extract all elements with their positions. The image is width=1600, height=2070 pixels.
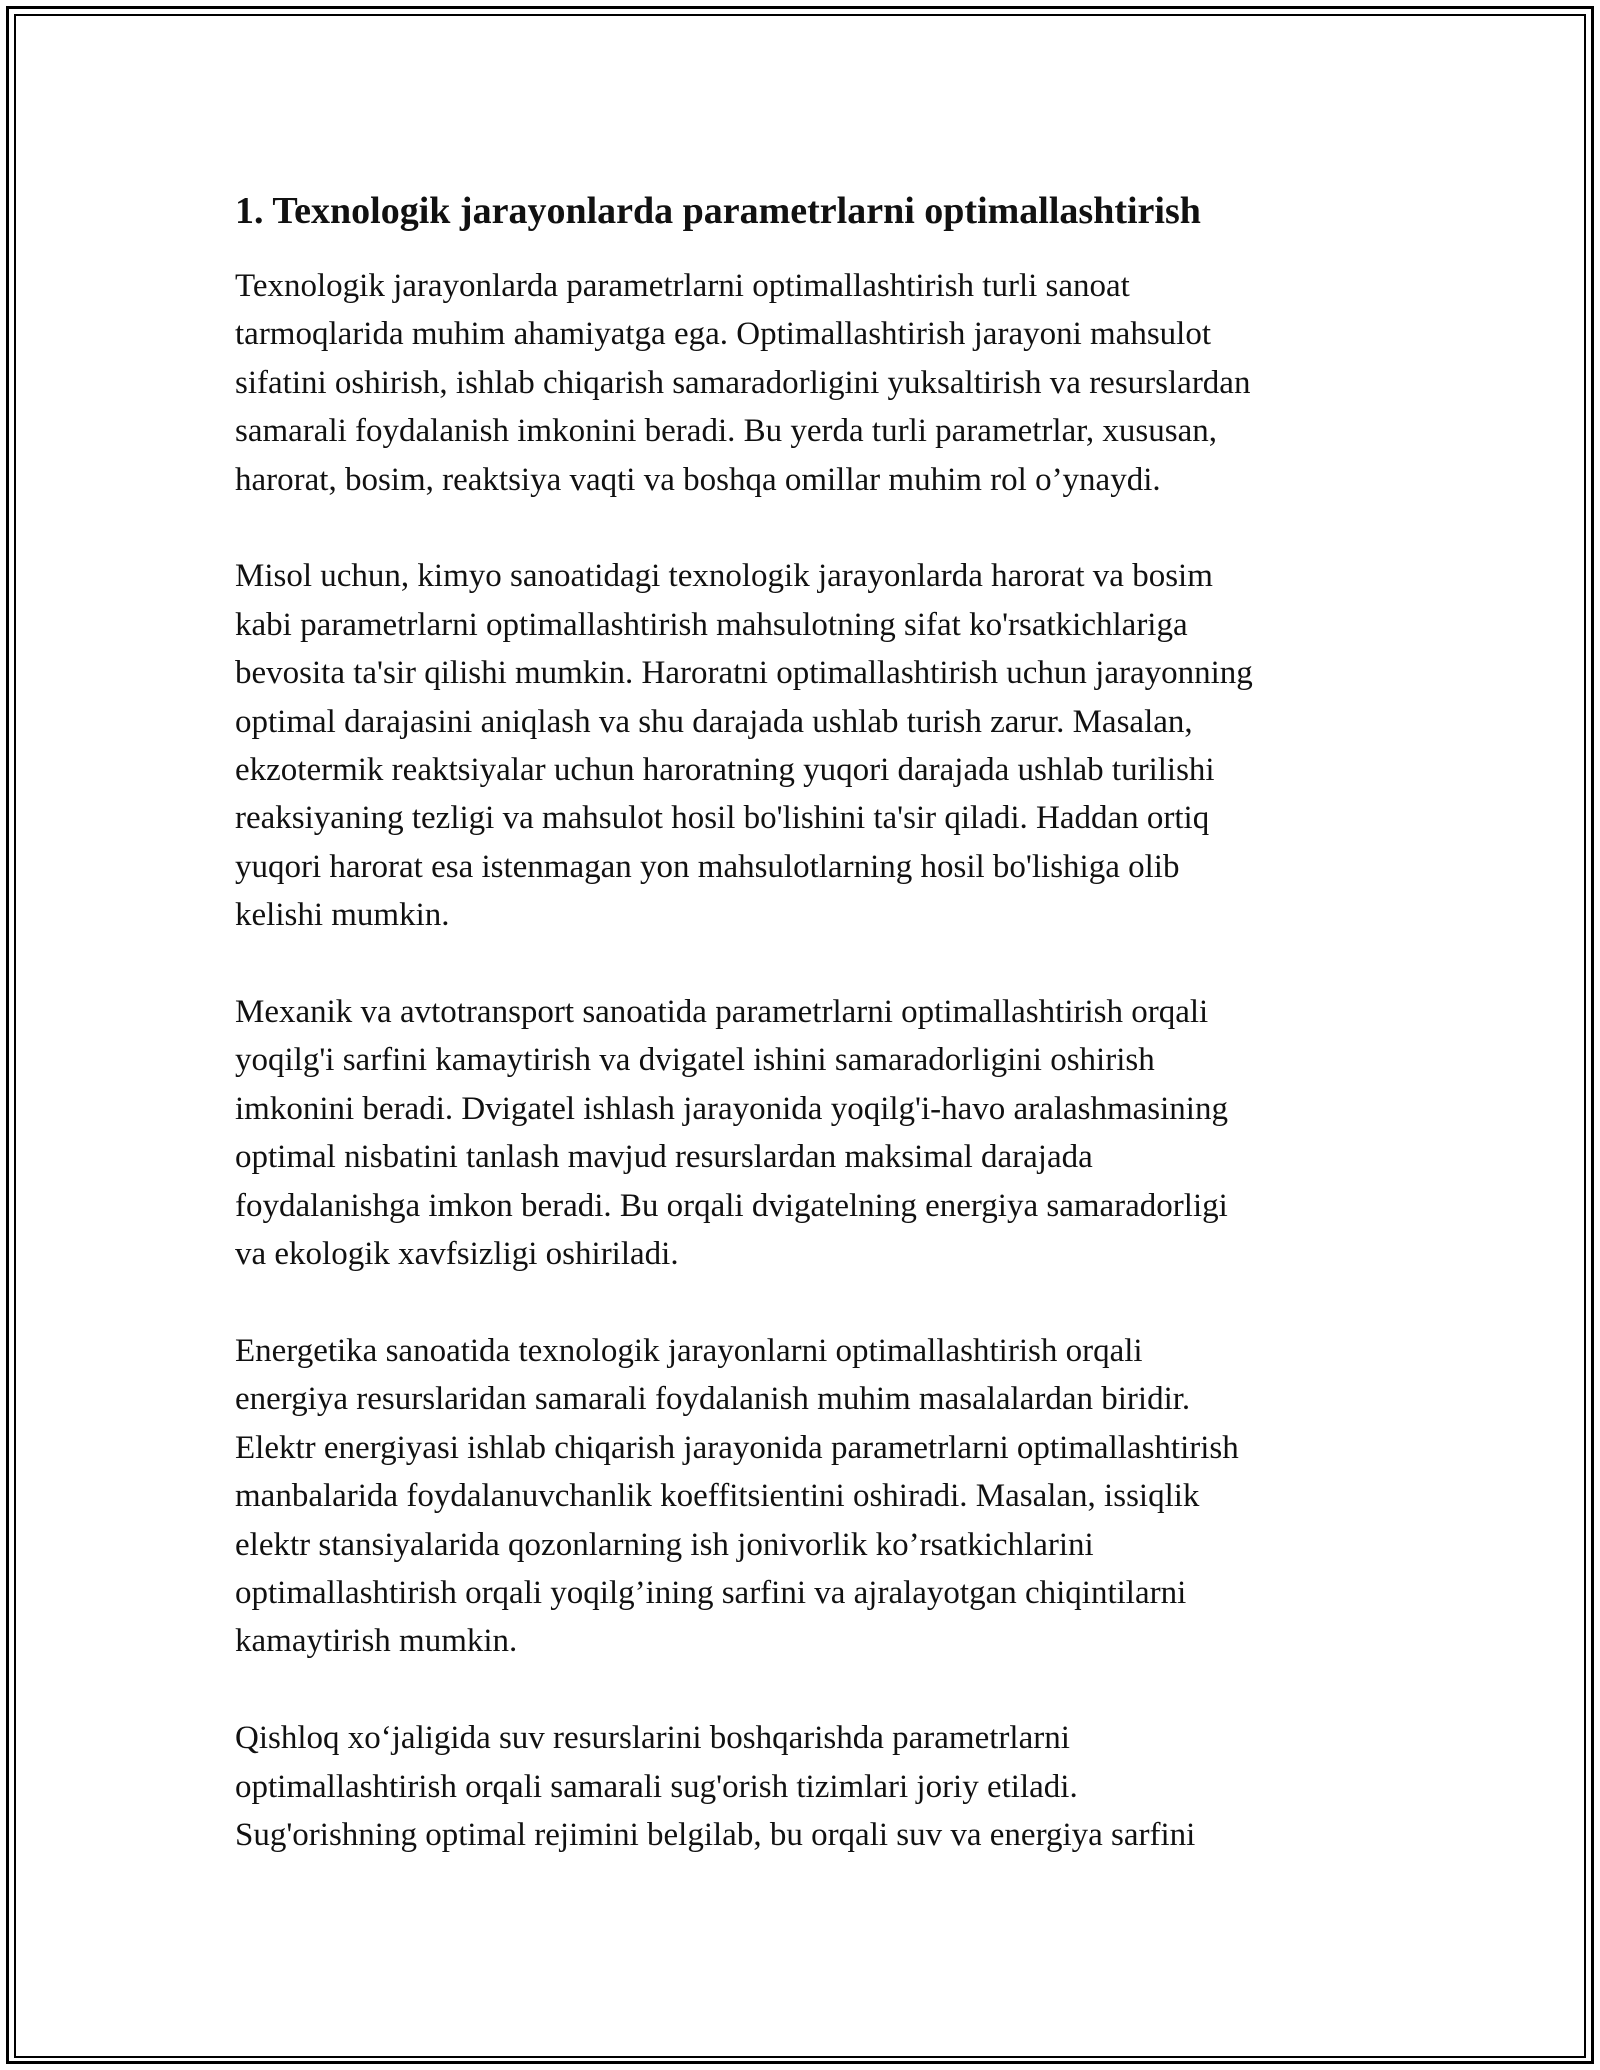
text-line: yoqilg'i sarfini kamaytirish va dvigatel ishini samaradorligini oshirish bbox=[235, 1042, 1155, 1079]
text-line: kelishi mumkin. bbox=[235, 897, 450, 934]
text-line: Sug'orishning optimal rejimini belgilab, bu orqali suv va energiya sarfini bbox=[235, 1816, 1196, 1853]
paragraph-intro bbox=[235, 262, 1375, 504]
text-line: Texnologik jarayonlarda parametrlarni optimallashtirish turli sanoat bbox=[235, 268, 1130, 304]
text-line: manbalarida foydalanuvchanlik koeffitsientini oshiradi. Masalan, issiqlik bbox=[235, 1478, 1200, 1515]
text-line: optimal nisbatini tanlash mavjud resurslardan maksimal darajada bbox=[235, 1139, 1093, 1176]
paragraph-automotive-industry bbox=[235, 988, 1375, 1278]
document-body bbox=[235, 186, 1375, 1908]
paragraph-agriculture bbox=[235, 1714, 1375, 1859]
text-line: Energetika sanoatida texnologik jarayonlarni optimallashtirish orqali bbox=[235, 1332, 1143, 1369]
text-line: Qishloq xo‘jaligida suv resurslarini boshqarishda parametrlarni bbox=[235, 1720, 1070, 1757]
text-line: va ekologik xavfsizligi oshiriladi. bbox=[235, 1236, 679, 1273]
text-line: yuqori harorat esa istenmagan yon mahsulotlarning hosil bo'lishiga olib bbox=[235, 848, 1180, 885]
paragraph-energy-industry bbox=[235, 1327, 1375, 1666]
text-line: Elektr energiyasi ishlab chiqarish jarayonida parametrlarni optimallashtirish bbox=[235, 1429, 1239, 1466]
text-line: bevosita ta'sir qilishi mumkin. Haroratni optimallashtirish uchun jarayonning bbox=[235, 655, 1253, 692]
text-line: harorat, bosim, reaktsiya vaqti va boshqa omillar muhim rol o’ynaydi. bbox=[235, 461, 1161, 498]
text-line: tarmoqlarida muhim ahamiyatga ega. Optimallashtirish jarayoni mahsulot bbox=[235, 316, 1211, 353]
text-line: imkonini beradi. Dvigatel ishlash jarayonida yoqilg'i-havo aralashmasining bbox=[235, 1090, 1228, 1127]
text-line: Misol uchun, kimyo sanoatidagi texnologik jarayonlarda harorat va bosim bbox=[235, 558, 1213, 595]
text-line: energiya resurslaridan samarali foydalanish muhim masalalardan biridir. bbox=[235, 1381, 1191, 1418]
text-line: Mexanik va avtotransport sanoatida parametrlarni optimallashtirish orqali bbox=[235, 994, 1209, 1031]
text-line: samarali foydalanish imkonini beradi. Bu yerda turli parametrlar, xususan, bbox=[235, 413, 1217, 450]
text-line: elektr stansiyalarida qozonlarning ish jonivorlik ko’rsatkichlarini bbox=[235, 1526, 1094, 1563]
text-line: foydalanishga imkon beradi. Bu orqali dvigatelning energiya samaradorligi bbox=[235, 1187, 1228, 1224]
text-line: optimallashtirish orqali yoqilg’ining sarfini va ajralayotgan chiqintilarni bbox=[235, 1574, 1187, 1611]
text-line: kamaytirish mumkin. bbox=[235, 1623, 518, 1660]
text-line: reaksiyaning tezligi va mahsulot hosil bo'lishini ta'sir qiladi. Haddan ortiq bbox=[235, 800, 1210, 837]
text-line: sifatini oshirish, ishlab chiqarish samaradorligini yuksaltirish va resurslardan bbox=[235, 364, 1251, 401]
text-line: kabi parametrlarni optimallashtirish mahsulotning sifat ko'rsatkichlariga bbox=[235, 606, 1188, 643]
text-line: ekzotermik reaktsiyalar uchun haroratning yuqori darajada ushlab turilishi bbox=[235, 752, 1215, 789]
paragraph-chemical-industry bbox=[235, 552, 1375, 939]
text-line: optimallashtirish orqali samarali sug'orish tizimlari joriy etiladi. bbox=[235, 1768, 1078, 1805]
text-line: optimal darajasini aniqlash va shu darajada ushlab turish zarur. Masalan, bbox=[235, 703, 1193, 740]
section-heading: 1. Texnologik jarayonlarda parametrlarni optimallashtirish bbox=[235, 190, 1201, 232]
